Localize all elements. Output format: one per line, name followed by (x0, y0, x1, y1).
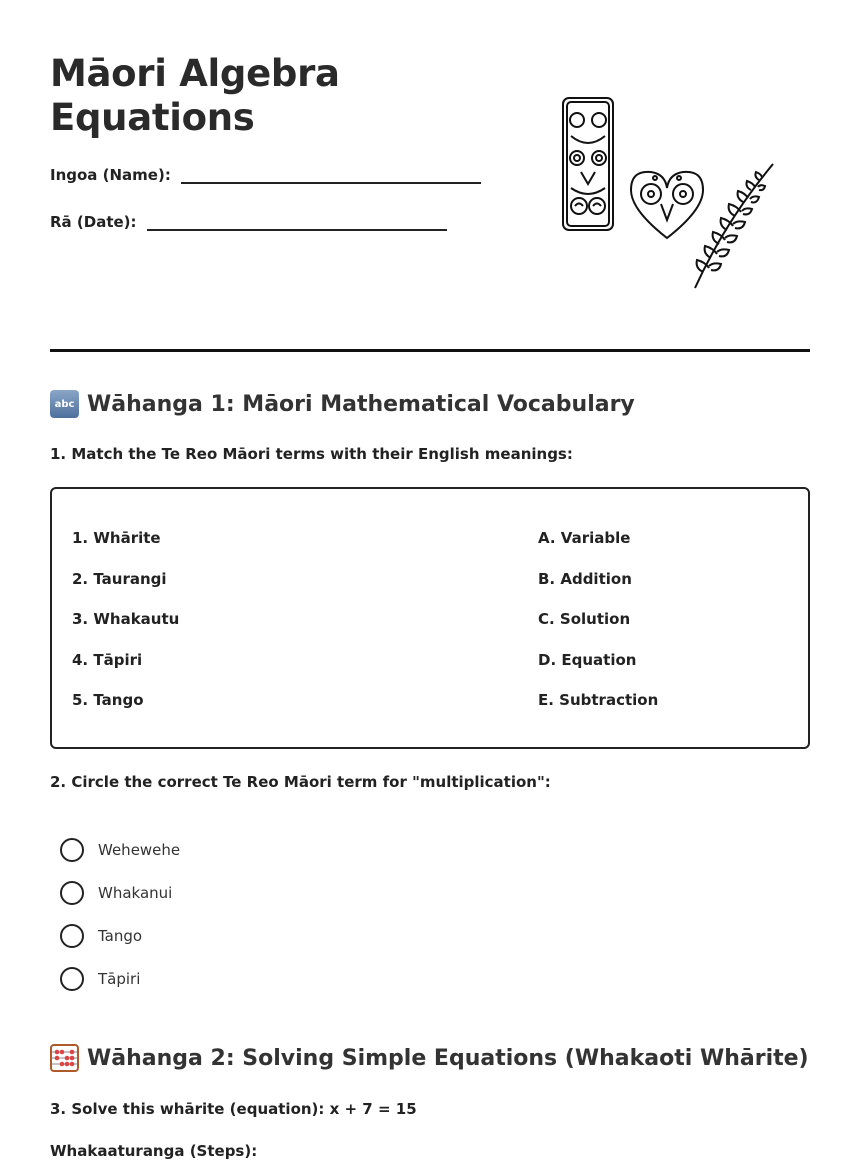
term-item[interactable]: 2. Taurangi (72, 569, 167, 588)
fern-frond-icon (695, 164, 773, 288)
name-input-line[interactable] (181, 168, 481, 184)
date-input-line[interactable] (147, 215, 447, 231)
term-item[interactable]: 1. Whārite (72, 529, 161, 547)
option-label: Wehewehe (98, 841, 181, 859)
meanings-column (538, 529, 658, 732)
question-2: 2. Circle the correct Te Reo Māori term for "multiplication": (50, 773, 551, 791)
name-label: Ingoa (Name): (50, 166, 171, 184)
option-wehewehe[interactable] (60, 838, 180, 862)
meaning-item[interactable]: B. Addition (538, 569, 632, 588)
radio-button[interactable] (60, 838, 84, 862)
option-tapiri[interactable] (60, 967, 140, 991)
title-line-1: Māori Algebra (50, 52, 340, 95)
abacus-icon (50, 1044, 79, 1072)
section-2-title: Wāhanga 2: Solving Simple Equations (Whakaoti Whārite) (87, 1045, 809, 1071)
term-item[interactable]: 3. Whakautu (72, 610, 180, 628)
term-item[interactable]: 5. Tango (72, 691, 144, 709)
radio-button[interactable] (60, 967, 84, 991)
section-1-heading (50, 390, 635, 418)
option-whakanui[interactable] (60, 881, 172, 905)
section-1-title: Wāhanga 1: Māori Mathematical Vocabulary (87, 391, 635, 417)
radio-button[interactable] (60, 881, 84, 905)
option-label: Whakanui (98, 884, 173, 902)
abc-icon: abc (50, 390, 79, 418)
owl-face-icon (631, 172, 703, 238)
matching-box (50, 487, 810, 749)
page-title (50, 52, 470, 140)
terms-column (72, 529, 179, 732)
option-tango[interactable] (60, 924, 142, 948)
term-item[interactable]: 4. Tāpiri (72, 650, 143, 669)
option-label: Tāpiri (98, 970, 141, 988)
name-field[interactable] (50, 166, 481, 184)
question-1: 1. Match the Te Reo Māori terms with their English meanings: (50, 445, 573, 463)
steps-label: Whakaaturanga (Steps): (50, 1142, 258, 1160)
header-divider (50, 349, 810, 352)
option-label: Tango (98, 927, 143, 945)
maori-illustration (555, 92, 785, 297)
title-line-2: Equations (50, 96, 255, 139)
question-3: 3. Solve this whārite (equation): x + 7 = 15 (50, 1100, 417, 1118)
section-2-heading (50, 1044, 809, 1072)
radio-button[interactable] (60, 924, 84, 948)
meaning-item[interactable]: C. Solution (538, 610, 631, 628)
meaning-item[interactable]: A. Variable (538, 529, 631, 547)
date-field[interactable] (50, 213, 447, 231)
date-label: Rā (Date): (50, 213, 137, 231)
meaning-item[interactable]: D. Equation (538, 650, 637, 669)
meaning-item[interactable]: E. Subtraction (538, 691, 659, 709)
tiki-carving-icon (563, 98, 613, 230)
